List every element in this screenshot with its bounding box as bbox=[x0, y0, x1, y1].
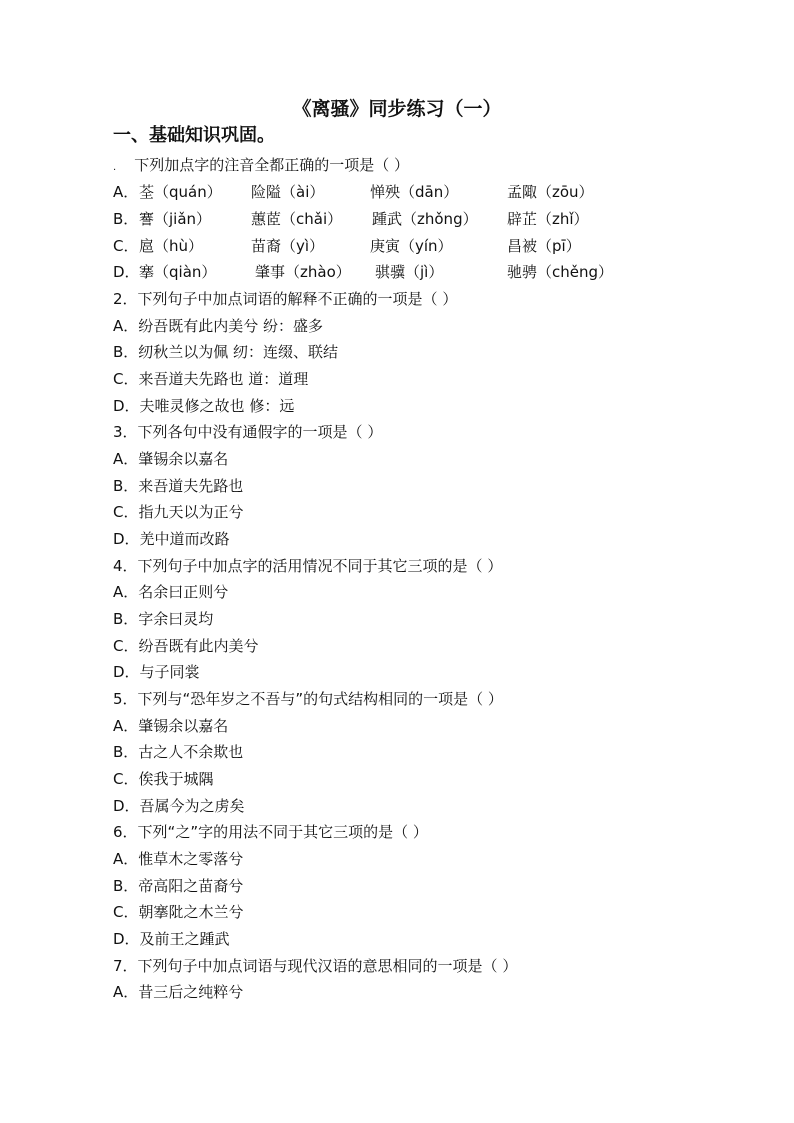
q1-c-item-1: 扈（hù） bbox=[139, 237, 204, 255]
q1-a-item-3: 惮殃（dān） bbox=[370, 183, 459, 201]
q1-b-item-3: 踵武（zhǒng） bbox=[372, 210, 478, 228]
question-3-stem: 3．下列各句中没有通假字的一项是（ ） bbox=[113, 423, 383, 441]
q3-option-c: C．指九天以为正兮 bbox=[113, 503, 244, 521]
q1-b-item-1: 謇（jiǎn） bbox=[139, 210, 212, 228]
q3-option-a: A．肇锡余以嘉名 bbox=[113, 450, 229, 468]
question-6-stem: 6．下列“之”字的用法不同于其它三项的是（ ） bbox=[113, 823, 428, 841]
section-heading: 一、基础知识巩固。 bbox=[113, 125, 275, 146]
q6-option-b: B．帝高阳之苗裔兮 bbox=[113, 877, 244, 895]
q1-a-item-2: 险隘（ài） bbox=[251, 183, 325, 201]
q4-option-c: C．纷吾既有此内美兮 bbox=[113, 637, 259, 655]
q1-option-b-label: B． bbox=[113, 210, 139, 228]
question-1-marker: . bbox=[113, 162, 117, 173]
q1-d-item-1: 搴（qiàn） bbox=[139, 263, 217, 281]
q1-b-item-2: 蕙茝（chǎi） bbox=[251, 210, 343, 228]
q1-d-item-4: 驰骋（chěng） bbox=[507, 263, 614, 281]
q2-option-a: A．纷吾既有此内美兮 纷：盛多 bbox=[113, 317, 324, 335]
q4-option-d: D．与子同裳 bbox=[113, 663, 200, 681]
q1-option-a-label: A． bbox=[113, 183, 139, 201]
q5-option-a: A．肇锡余以嘉名 bbox=[113, 717, 229, 735]
question-7-stem: 7．下列句子中加点词语与现代汉语的意思相同的一项是（ ） bbox=[113, 957, 518, 975]
question-4-stem: 4．下列句子中加点字的活用情况不同于其它三项的是（ ） bbox=[113, 557, 503, 575]
q3-option-b: B．来吾道夫先路也 bbox=[113, 477, 244, 495]
question-5-stem: 5．下列与“恐年岁之不吾与”的句式结构相同的一项是（ ） bbox=[113, 690, 503, 708]
page-title: 《离骚》同步练习（一） bbox=[292, 98, 502, 120]
question-2-stem: 2．下列句子中加点词语的解释不正确的一项是（ ） bbox=[113, 290, 458, 308]
q2-option-b: B．纫秋兰以为佩 纫：连缀、联结 bbox=[113, 343, 339, 361]
q6-option-a: A．惟草木之零落兮 bbox=[113, 850, 244, 868]
q4-option-a: A．名余曰正则兮 bbox=[113, 583, 229, 601]
q3-option-d: D．羌中道而改路 bbox=[113, 530, 230, 548]
q1-c-item-2: 苗裔（yì） bbox=[251, 237, 325, 255]
q1-a-item-1: 荃（quán） bbox=[139, 183, 222, 201]
q1-d-item-3: 骐骥（jì） bbox=[375, 263, 444, 281]
q1-option-c-label: C． bbox=[113, 237, 139, 255]
q2-option-c: C．来吾道夫先路也 道：道理 bbox=[113, 370, 309, 388]
q7-option-a: A．昔三后之纯粹兮 bbox=[113, 983, 244, 1001]
q1-a-item-4: 孟陬（zōu） bbox=[507, 183, 594, 201]
question-1-stem: . 下列加点字的注音全都正确的一项是（ ） bbox=[113, 156, 409, 174]
q2-option-d: D．夫唯灵修之故也 修：远 bbox=[113, 397, 295, 415]
q1-option-d-label: D． bbox=[113, 263, 140, 281]
q6-option-d: D．及前王之踵武 bbox=[113, 930, 230, 948]
q1-d-item-2: 肇事（zhào） bbox=[255, 263, 351, 281]
q1-c-item-3: 庚寅（yín） bbox=[370, 237, 453, 255]
q4-option-b: B．字余曰灵均 bbox=[113, 610, 214, 628]
q5-option-d: D．吾属今为之虏矣 bbox=[113, 797, 245, 815]
q1-c-item-4: 昌被（pī） bbox=[507, 237, 581, 255]
q1-b-item-4: 辟芷（zhǐ） bbox=[507, 210, 589, 228]
q5-option-c: C．俟我于城隅 bbox=[113, 770, 214, 788]
q5-option-b: B．古之人不余欺也 bbox=[113, 743, 244, 761]
q6-option-c: C．朝搴阰之木兰兮 bbox=[113, 903, 244, 921]
